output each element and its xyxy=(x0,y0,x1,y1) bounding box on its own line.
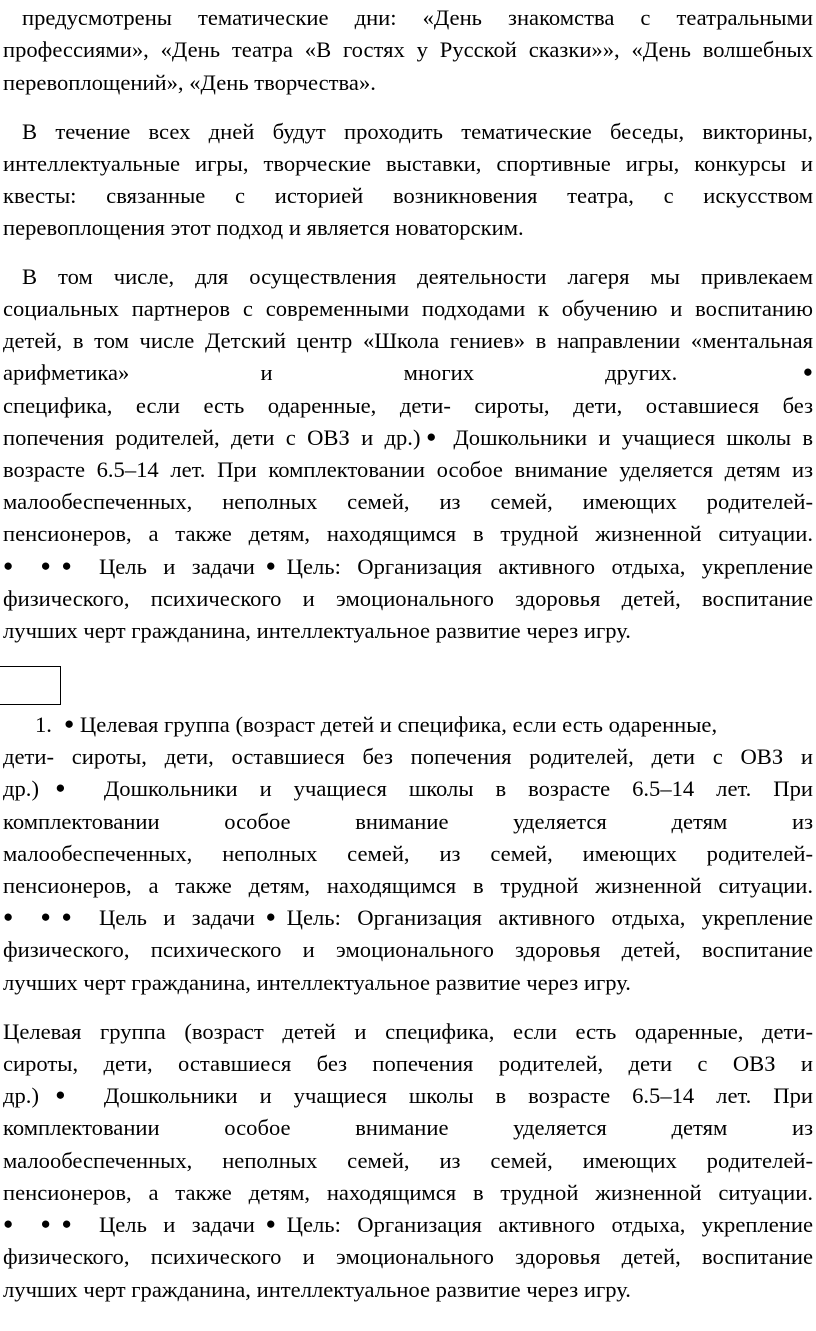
bullet-icon: ● xyxy=(254,907,287,926)
text-line: малообеспеченных, неполных семей, из семей, имеющих родителей- xyxy=(3,489,813,514)
text-fragment: др.) xyxy=(3,776,39,801)
bullet-icon: ● xyxy=(677,362,813,381)
text-fragment: Цель: Организация активного отдыха, укрепление xyxy=(286,905,813,930)
text-fragment: Цель и задачи xyxy=(82,1212,255,1237)
bullet-icon: ● xyxy=(3,1214,25,1233)
text-line xyxy=(3,1209,813,1241)
text-fragment xyxy=(3,1083,82,1108)
bullet-icon: ● xyxy=(420,427,443,446)
double-bullet-icon: ●● xyxy=(40,556,83,575)
text-line: В том числе, для осуществления деятельности лагеря мы привлекаем xyxy=(22,264,813,289)
text-line: специфика, если есть одаренные, дети- сироты, дети, оставшиеся без xyxy=(3,393,813,418)
text-fragment: попечения родителей, дети с ОВЗ и др.) xyxy=(3,425,421,450)
text-fragment: Дошкольники и учащиеся школы в xyxy=(442,425,813,450)
text-fragment: и xyxy=(260,360,273,385)
text-fragment: Цель и задачи xyxy=(82,554,255,579)
text-line: физического, психического и эмоционального здоровья детей, воспитание xyxy=(3,1244,813,1269)
text-fragment xyxy=(605,360,813,385)
bullet-icon: ● xyxy=(254,1214,287,1233)
text-line xyxy=(3,422,813,454)
text-fragment: многих xyxy=(403,360,474,385)
bullet-icon: ● xyxy=(38,1085,82,1104)
bullet-icon: ● xyxy=(254,556,287,575)
text-line: В течение всех дней будут проходить тематические беседы, викторины, xyxy=(22,119,813,144)
text-fragment: др.) xyxy=(3,1083,39,1108)
text-line: комплектовании особое внимание уделяется детям из xyxy=(3,809,813,834)
text-line: комплектовании особое внимание уделяется детям из xyxy=(3,1115,813,1140)
text-fragment: Цель: Организация активного отдыха, укрепление xyxy=(286,1212,813,1237)
text-line: детей, в том числе Детский центр «Школа гениев» в направлении «ментальная xyxy=(3,328,813,353)
text-line: физического, психического и эмоционального здоровья детей, воспитание xyxy=(3,937,813,962)
text-line: сироты, дети, оставшиеся без попечения родителей, дети с ОВЗ и xyxy=(3,1051,813,1076)
text-line: малообеспеченных, неполных семей, из семей, имеющих родителей- xyxy=(3,1148,813,1173)
bullet-icon: ● xyxy=(3,907,25,926)
text-line: дети- сироты, дети, оставшиеся без попечения родителей, дети с ОВЗ и xyxy=(3,744,813,769)
text-fragment: Цель: Организация активного отдыха, укрепление xyxy=(286,554,813,579)
text-fragment: Цель и задачи xyxy=(82,905,255,930)
text-line: лучших черт гражданина, интеллектуальное развитие через игру. xyxy=(3,970,631,995)
text-line xyxy=(64,709,784,741)
text-line: физического, психического и эмоционального здоровья детей, воспитание xyxy=(3,586,813,611)
bullet-icon: ● xyxy=(64,714,75,733)
text-line: квесты: связанные с историей возникновения театра, с искусством xyxy=(3,183,813,208)
empty-frame-box xyxy=(0,666,61,705)
text-line: малообеспеченных, неполных семей, из семей, имеющих родителей- xyxy=(3,841,813,866)
text-line: возрасте 6.5–14 лет. При комплектовании особое внимание уделяется детям из xyxy=(3,457,813,482)
text-fragment: других. xyxy=(605,360,678,385)
text-fragment: арифметика» xyxy=(3,360,130,385)
text-line: лучших черт гражданина, интеллектуальное развитие через игру. xyxy=(3,618,631,643)
list-number: 1. xyxy=(35,712,52,737)
text-line: профессиями», «День театра «В гостях у Русской сказки»», «День волшебных xyxy=(3,37,813,62)
text-line: лучших черт гражданина, интеллектуальное развитие через игру. xyxy=(3,1277,631,1302)
text-line: пенсионеров, а также детям, находящимся в трудной жизненной ситуации. xyxy=(3,873,813,898)
text-fragment xyxy=(3,776,82,801)
text-line xyxy=(3,357,813,389)
text-fragment: Дошкольники и учащиеся школы в возрасте 6.5–14 лет. При xyxy=(81,1083,813,1108)
text-line: перевоплощения этот подход и является новаторским. xyxy=(3,215,524,240)
text-line xyxy=(3,551,813,583)
bullet-icon: ● xyxy=(38,778,82,797)
text-line: интеллектуальные игры, творческие выставки, спортивные игры, конкурсы и xyxy=(3,151,813,176)
bullet-icon: ● xyxy=(3,556,25,575)
double-bullet-icon: ●● xyxy=(40,1214,83,1233)
text-line: пенсионеров, а также детям, находящимся в трудной жизненной ситуации. xyxy=(3,521,813,546)
text-fragment: Дошкольники и учащиеся школы в возрасте 6.5–14 лет. При xyxy=(81,776,813,801)
text-line xyxy=(3,1080,813,1112)
text-line: предусмотрены тематические дни: «День знакомства с театральными xyxy=(22,5,813,30)
text-line: социальных партнеров с современными подходами к обучению и воспитанию xyxy=(3,296,813,321)
text-line: пенсионеров, а также детям, находящимся в трудной жизненной ситуации. xyxy=(3,1180,813,1205)
text-line xyxy=(3,773,813,805)
text-line: перевоплощений», «День творчества». xyxy=(3,70,376,95)
text-line xyxy=(3,902,813,934)
text-line: Целевая группа (возраст детей и специфика, если есть одаренные, дети- xyxy=(3,1019,813,1044)
text-fragment: Целевая группа (возраст детей и специфика, если есть одаренные, xyxy=(74,712,718,737)
double-bullet-icon: ●● xyxy=(40,907,83,926)
